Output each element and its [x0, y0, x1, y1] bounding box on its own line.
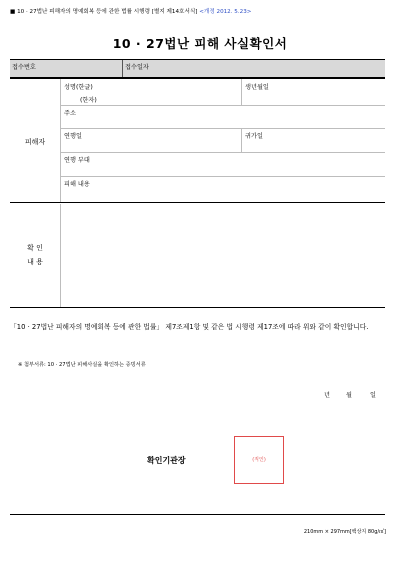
row-divider — [60, 152, 385, 153]
confirm-label-line1: 확 인 — [27, 244, 43, 252]
admission-return-divider — [241, 128, 242, 152]
receipt-number-label: 접수번호 — [12, 64, 36, 71]
bottom-border — [10, 514, 385, 515]
row-divider — [60, 176, 385, 177]
revision-link[interactable]: <개정 2012. 5.23> — [199, 9, 252, 15]
victim-section-label: 피해자 — [24, 138, 46, 146]
seal-text: (직인) — [252, 457, 266, 463]
admission-unit-label: 연행 부대 — [64, 157, 90, 164]
confirm-label-line2: 내 용 — [27, 258, 43, 266]
return-date-label: 귀가일 — [245, 133, 263, 140]
damage-content-label: 피해 내용 — [64, 181, 90, 188]
institution-head-label: 확인기관장 — [147, 456, 186, 465]
receipt-date-label: 접수일자 — [125, 64, 149, 71]
official-seal-box — [234, 436, 284, 484]
name-birth-divider — [241, 79, 242, 105]
receipt-bottom-border — [10, 77, 385, 79]
attachment-note: ※ 첨부서류: 10 · 27법난 피해사실을 확인하는 증빙서류 — [18, 362, 146, 368]
paper-spec: 210mm × 297mm[백상지 80g/㎡] — [303, 529, 386, 535]
header-text: 10 · 27법난 피해자의 명예회복 등에 관한 법률 시행령 [별지 제14호서식] — [17, 9, 198, 15]
page-title: 10 · 27법난 피해 사실확인서 — [112, 36, 288, 51]
date-year: 년 — [324, 392, 330, 399]
name-hanja-label: (한자) — [80, 97, 97, 104]
header-marker: ■ — [10, 9, 16, 15]
confirm-label-divider — [60, 204, 61, 307]
date-day: 일 — [370, 392, 376, 399]
row-divider — [60, 105, 385, 106]
name-label: 성명(한글) — [64, 84, 93, 91]
victim-label-divider — [60, 79, 61, 202]
receipt-row — [10, 60, 385, 77]
date-month: 월 — [346, 392, 352, 399]
row-divider — [60, 128, 385, 129]
section-divider — [10, 307, 385, 308]
confirmation-statement: 「10 · 27법난 피해자의 명예회복 등에 관한 법률」 제7조제1항 및 같은 법 시행령 제17조에 따라 위와 같이 확인합니다. — [10, 323, 369, 331]
section-divider — [10, 202, 385, 203]
admission-date-label: 연행일 — [64, 133, 82, 140]
address-label: 주소 — [64, 110, 76, 117]
birth-label: 생년월일 — [245, 84, 269, 91]
receipt-divider — [122, 60, 123, 77]
form-header — [10, 7, 251, 15]
